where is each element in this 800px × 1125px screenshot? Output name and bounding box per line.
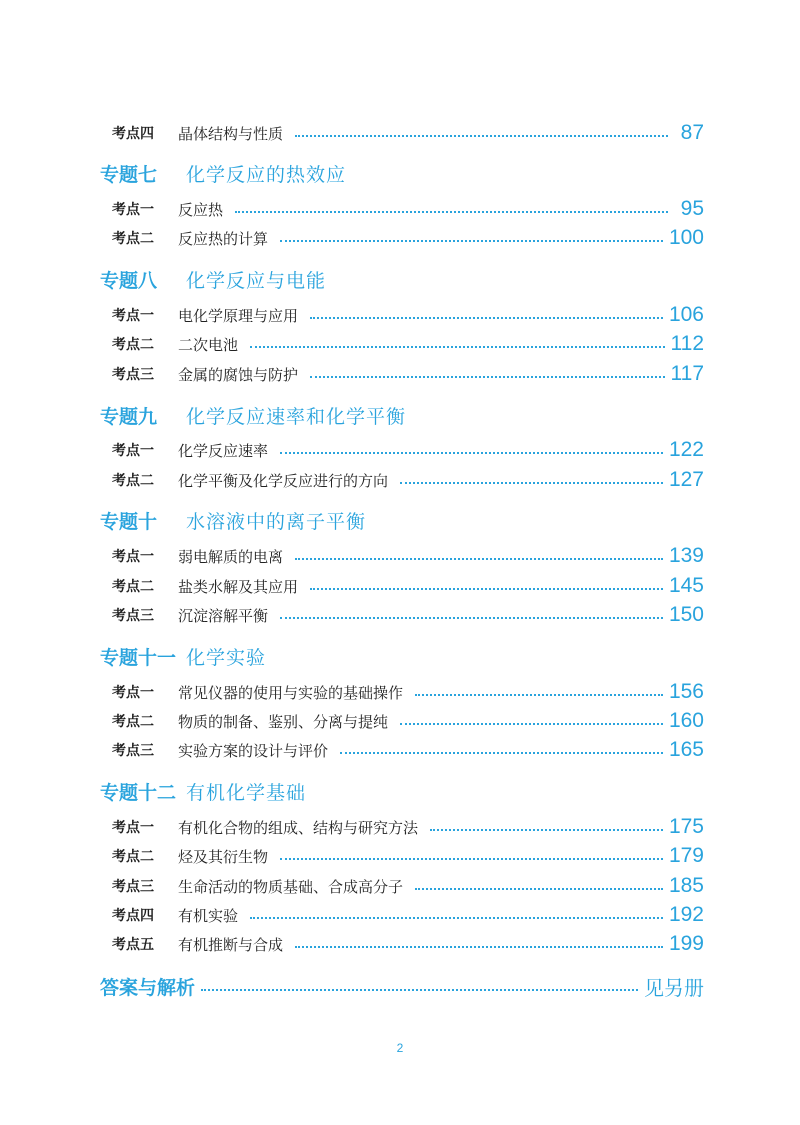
- dot-leader: [295, 135, 668, 137]
- section-title: 烃及其衍生物: [178, 847, 269, 866]
- toc-section-row[interactable]: [100, 465, 704, 495]
- section-page-number: 160: [668, 709, 704, 732]
- section-page-number: 112: [670, 332, 704, 355]
- dot-leader: [280, 240, 663, 242]
- section-page-number: 127: [668, 468, 704, 491]
- toc-answers-row[interactable]: [100, 967, 704, 1005]
- section-page-number: 175: [668, 815, 704, 838]
- toc-section-row[interactable]: [100, 329, 704, 359]
- section-label: 考点四: [112, 908, 154, 924]
- topic-title: 化学实验: [186, 646, 267, 669]
- section-title: 弱电解质的电离: [178, 547, 284, 566]
- section-page-number: 106: [668, 303, 704, 326]
- toc-section-row[interactable]: [100, 571, 704, 601]
- dot-leader: [295, 946, 663, 948]
- section-label: 考点二: [112, 849, 154, 865]
- topic-label: 专题十: [100, 510, 158, 533]
- section-page-number: 122: [668, 438, 704, 461]
- dot-leader: [280, 452, 663, 454]
- section-title: 常见仪器的使用与实验的基础操作: [178, 683, 404, 702]
- toc-topic-heading[interactable]: [100, 500, 704, 540]
- section-page-number: 179: [668, 844, 704, 867]
- toc-section-row[interactable]: [100, 706, 704, 736]
- toc-section-row[interactable]: [100, 600, 704, 630]
- section-page-number: 139: [668, 544, 704, 567]
- section-label: 考点一: [112, 549, 154, 565]
- dot-leader: [280, 858, 663, 860]
- section-page-number: 185: [668, 874, 704, 897]
- toc-section-row[interactable]: [100, 812, 704, 842]
- toc-section-row[interactable]: [100, 841, 704, 871]
- toc-section-row[interactable]: [100, 677, 704, 707]
- topic-title: 水溶液中的离子平衡: [186, 510, 367, 533]
- section-title: 金属的腐蚀与防护: [178, 365, 299, 384]
- section-title: 物质的制备、鉴别、分离与提纯: [178, 712, 389, 731]
- toc-topic-heading[interactable]: [100, 259, 704, 299]
- toc-topic-heading[interactable]: [100, 153, 704, 193]
- dot-leader: [201, 989, 638, 991]
- toc-section-row[interactable]: [100, 359, 704, 389]
- topic-title: 化学反应的热效应: [186, 163, 347, 186]
- dot-leader: [235, 211, 668, 213]
- dot-leader: [400, 482, 663, 484]
- section-label: 考点一: [112, 820, 154, 836]
- section-title: 二次电池: [178, 335, 239, 354]
- toc-section-row[interactable]: [100, 871, 704, 901]
- topic-label: 专题九: [100, 405, 158, 428]
- section-title: 盐类水解及其应用: [178, 577, 299, 596]
- section-page-number: 145: [668, 574, 704, 597]
- section-page-number: 87: [680, 121, 704, 144]
- section-title: 实验方案的设计与评价: [178, 741, 329, 760]
- section-page-number: 156: [668, 680, 704, 703]
- section-label: 考点三: [112, 367, 154, 383]
- topic-title: 化学反应速率和化学平衡: [186, 405, 407, 428]
- toc-section-row[interactable]: [100, 735, 704, 765]
- section-label: 考点四: [112, 126, 154, 142]
- section-label: 考点二: [112, 231, 154, 247]
- topic-title: 有机化学基础: [186, 781, 307, 804]
- toc-topic-heading[interactable]: [100, 395, 704, 435]
- dot-leader: [250, 346, 665, 348]
- section-title: 反应热的计算: [178, 229, 269, 248]
- toc-topic-heading[interactable]: [100, 771, 704, 811]
- dot-leader: [415, 888, 663, 890]
- section-title: 反应热: [178, 200, 224, 219]
- section-label: 考点二: [112, 473, 154, 489]
- section-title: 有机推断与合成: [178, 935, 284, 954]
- toc-section-row[interactable]: [100, 223, 704, 253]
- section-title: 晶体结构与性质: [178, 124, 284, 143]
- section-title: 有机化合物的组成、结构与研究方法: [178, 818, 419, 837]
- section-title: 有机实验: [178, 906, 239, 925]
- dot-leader: [280, 617, 663, 619]
- topic-label: 专题十一: [100, 646, 177, 669]
- toc-section-row[interactable]: [100, 900, 704, 930]
- section-page-number: 199: [668, 932, 704, 955]
- section-page-number: 95: [680, 197, 704, 220]
- section-label: 考点二: [112, 714, 154, 730]
- dot-leader: [310, 588, 663, 590]
- section-label: 考点三: [112, 608, 154, 624]
- toc-section-row[interactable]: [100, 118, 704, 148]
- section-label: 考点二: [112, 579, 154, 595]
- section-page-number: 117: [670, 362, 704, 385]
- topic-label: 专题十二: [100, 781, 177, 804]
- section-label: 考点一: [112, 443, 154, 459]
- section-page-number: 100: [668, 226, 704, 249]
- section-label: 考点三: [112, 879, 154, 895]
- toc-section-row[interactable]: [100, 435, 704, 465]
- section-title: 化学反应速率: [178, 441, 269, 460]
- section-label: 考点二: [112, 337, 154, 353]
- section-title: 生命活动的物质基础、合成高分子: [178, 877, 404, 896]
- toc-section-row[interactable]: [100, 929, 704, 959]
- dot-leader: [340, 752, 663, 754]
- section-label: 考点三: [112, 743, 154, 759]
- section-label: 考点一: [112, 308, 154, 324]
- toc-section-row[interactable]: [100, 194, 704, 224]
- page-number: 2: [396, 1041, 404, 1055]
- section-label: 考点一: [112, 685, 154, 701]
- toc-topic-heading[interactable]: [100, 636, 704, 676]
- section-page-number: 150: [668, 603, 704, 626]
- section-title: 电化学原理与应用: [178, 306, 299, 325]
- toc-section-row[interactable]: [100, 541, 704, 571]
- section-label: 考点五: [112, 937, 154, 953]
- answers-page: 见另册: [644, 975, 704, 1000]
- dot-leader: [400, 723, 663, 725]
- toc-section-row[interactable]: [100, 300, 704, 330]
- dot-leader: [310, 376, 665, 378]
- topic-label: 专题八: [100, 269, 158, 292]
- section-label: 考点一: [112, 202, 154, 218]
- section-title: 化学平衡及化学反应进行的方向: [178, 471, 389, 490]
- dot-leader: [295, 558, 663, 560]
- topic-title: 化学反应与电能: [186, 269, 327, 292]
- topic-label: 专题七: [100, 163, 158, 186]
- dot-leader: [250, 917, 663, 919]
- answers-label: 答案与解析: [100, 976, 196, 999]
- dot-leader: [415, 694, 663, 696]
- dot-leader: [310, 317, 663, 319]
- section-page-number: 192: [668, 903, 704, 926]
- section-page-number: 165: [668, 738, 704, 761]
- dot-leader: [430, 829, 663, 831]
- section-title: 沉淀溶解平衡: [178, 606, 269, 625]
